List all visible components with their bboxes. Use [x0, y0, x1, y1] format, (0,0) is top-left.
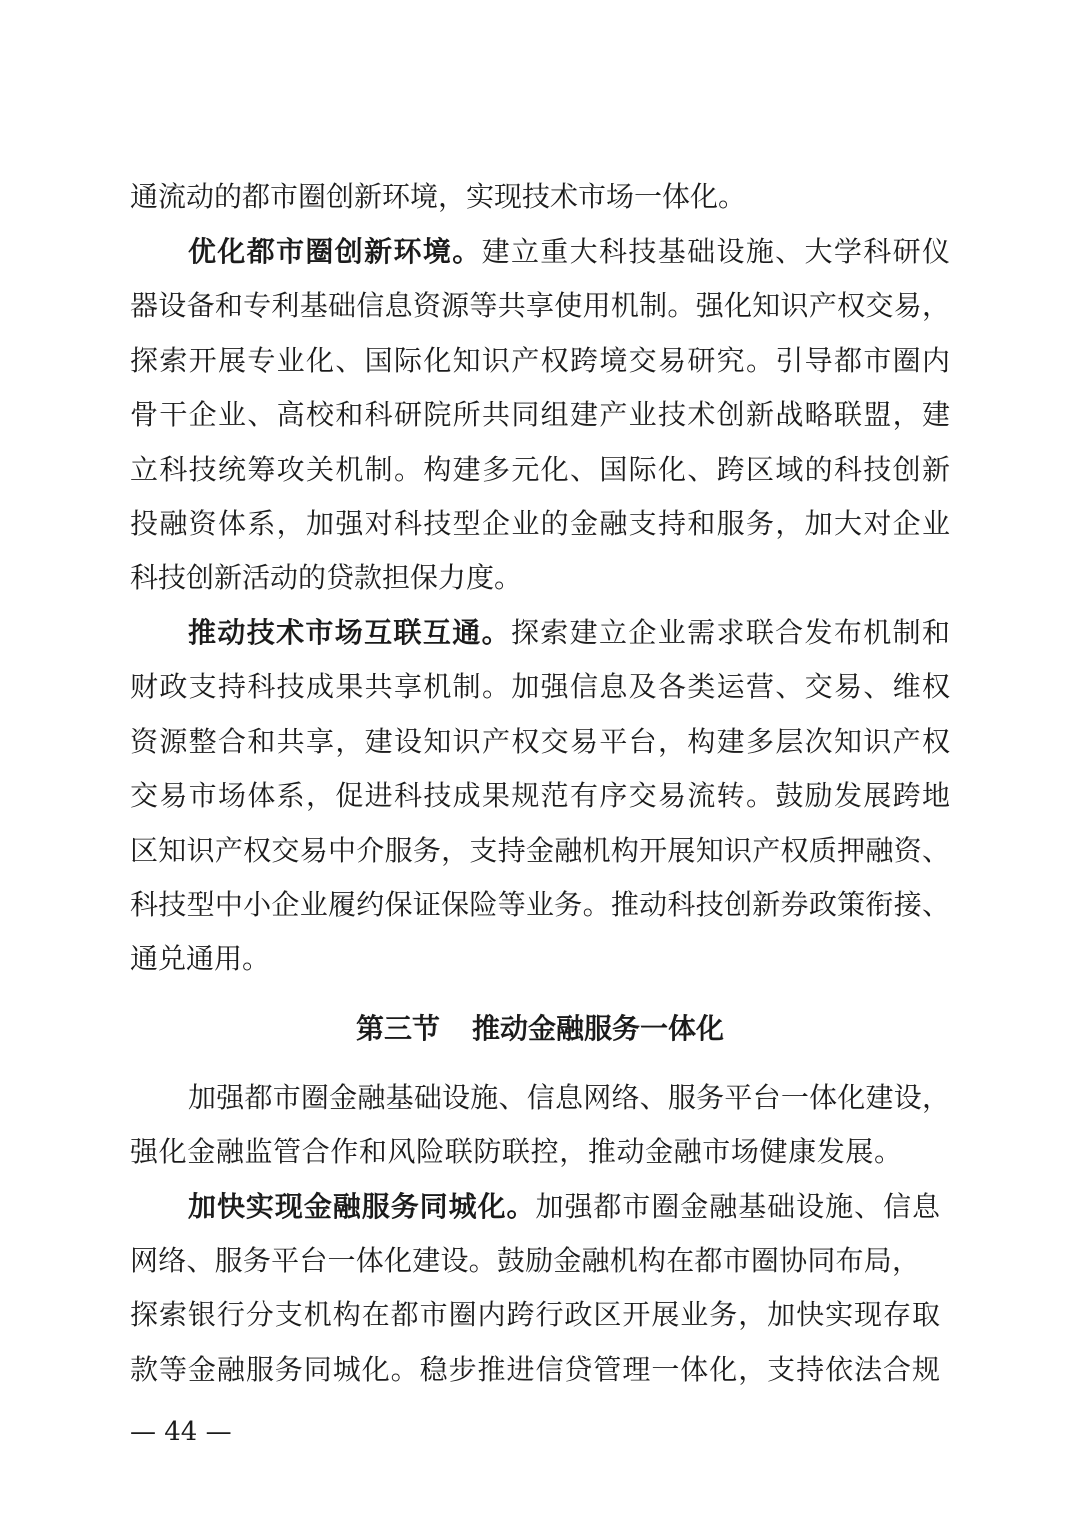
- text-line: 投融资体系，加强对科技型企业的金融支持和服务，加大对企业: [130, 507, 950, 540]
- text-line: 财政支持科技成果共享机制。加强信息及各类运营、交易、维权: [130, 670, 950, 703]
- text-line: 通流动的都市圈创新环境，实现技术市场一体化。: [130, 180, 747, 213]
- section-title: 推动金融服务一体化: [472, 1012, 725, 1045]
- text-line: 探索开展专业化、国际化知识产权跨境交易研究。引导都市圈内: [130, 344, 950, 377]
- paragraph-lead: 加快实现金融服务同城化。: [188, 1190, 536, 1223]
- text-line: 交易市场体系，促进科技成果规范有序交易流转。鼓励发展跨地: [130, 779, 950, 812]
- section-number: 第三节: [355, 1012, 440, 1045]
- text-line: 通兑通用。: [130, 942, 271, 975]
- paragraph-first-line: [188, 1180, 940, 1234]
- text-line: 立科技统筹攻关机制。构建多元化、国际化、跨区域的科技创新: [130, 453, 950, 486]
- text-line: 区知识产权交易中介服务，支持金融机构开展知识产权质押融资、: [130, 834, 950, 867]
- text-span: 探索建立企业需求联合发布机制和: [510, 616, 950, 649]
- paragraph-first-line: [188, 606, 950, 660]
- paragraph-lead: 优化都市圈创新环境。: [188, 235, 482, 268]
- text-line: 网络、服务平台一体化建设。鼓励金融机构在都市圈协同布局，: [130, 1244, 920, 1277]
- text-line: 加强都市圈金融基础设施、信息网络、服务平台一体化建设，: [188, 1081, 950, 1114]
- section-heading: [0, 1002, 1080, 1056]
- text-line: 款等金融服务同城化。稳步推进信贷管理一体化，支持依法合规: [130, 1353, 940, 1386]
- text-line: 强化金融监管合作和风险联防联控，推动金融市场健康发展。: [130, 1135, 902, 1168]
- paragraph-first-line: [188, 225, 950, 279]
- text-line: 探索银行分支机构在都市圈内跨行政区开展业务，加快实现存取: [130, 1298, 940, 1331]
- text-span: 建立重大科技基础设施、大学科研仪: [481, 235, 950, 268]
- text-line: 器设备和专利基础信息资源等共享使用机制。强化知识产权交易，: [130, 289, 950, 322]
- page-number: — 44 —: [130, 1417, 232, 1447]
- text-line: 资源整合和共享，建设知识产权交易平台，构建多层次知识产权: [130, 725, 950, 758]
- text-line: 科技创新活动的贷款担保力度。: [130, 561, 523, 594]
- paragraph-lead: 推动技术市场互联互通。: [188, 616, 511, 649]
- text-line: 科技型中小企业履约保证保险等业务。推动科技创新券政策衔接、: [130, 888, 950, 921]
- text-line: 骨干企业、高校和科研院所共同组建产业技术创新战略联盟，建: [130, 398, 950, 431]
- text-span: 加强都市圈金融基础设施、信息: [535, 1190, 940, 1223]
